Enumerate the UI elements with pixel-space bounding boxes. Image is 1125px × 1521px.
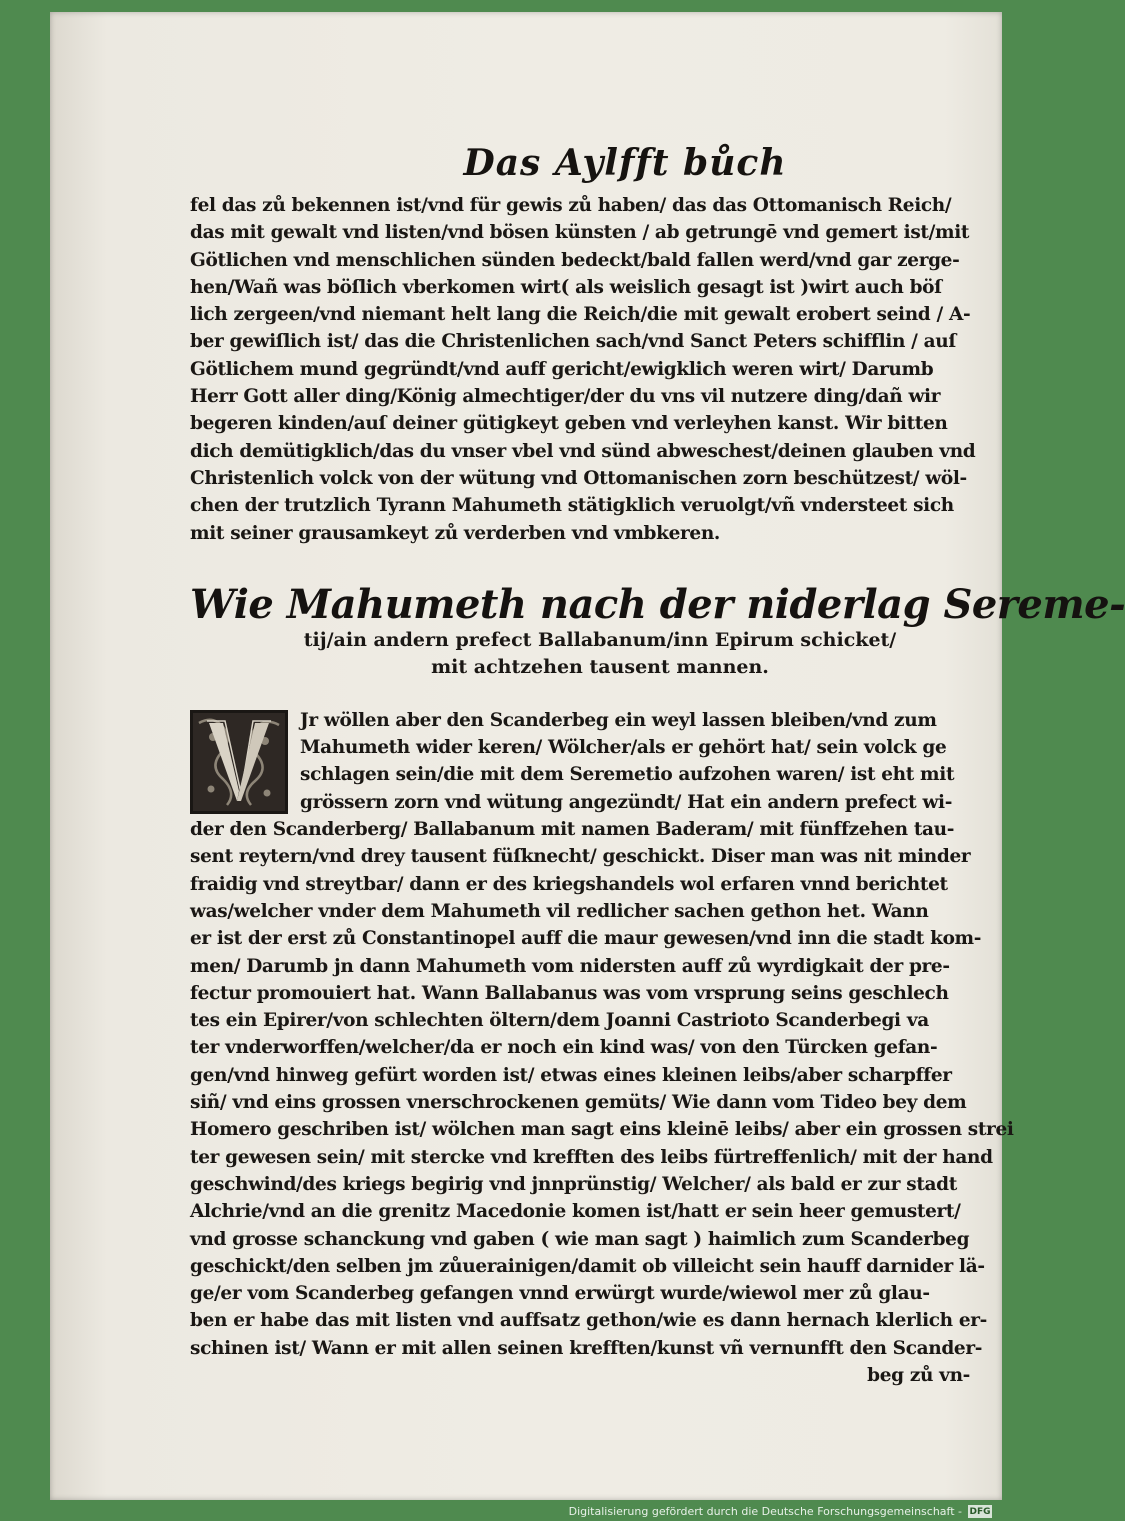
text-line: fectur promouiert hat. Wann Ballabanus was vom vrsprung seins geschlech: [190, 982, 949, 1004]
text-line: schlagen sein/die mit dem Seremetio aufzohen waren/ ist eht mit: [300, 764, 955, 786]
text-line: Mahumeth wider keren/ Wölcher/als er gehört hat/ sein volck ge: [300, 737, 947, 759]
text-line: das mit gewalt vnd listen/vnd bösen künsten / ab getrungē vnd gemert ist/mit: [190, 222, 970, 244]
paragraph-1: [190, 192, 976, 547]
text-line: Götlichen vnd menschlichen sünden bedeckt/bald fallen werd/vnd gar zerge-: [190, 249, 960, 271]
text-line: ter vnderworffen/welcher/da er noch ein kind was/ von den Türcken gefan-: [190, 1037, 938, 1059]
text-line: geschickt/den selben jm zůuerainigen/damit ob villeicht sein hauff darnider lä-: [190, 1255, 985, 1277]
text-line: Herr Gott aller ding/König almechtiger/der du vns vil nutzere ding/dañ wir: [190, 386, 941, 408]
text-line: Alchrie/vnd an die grenitz Macedonie komen ist/hatt er sein heer gemustert/: [190, 1201, 961, 1223]
text-line: gen/vnd hinweg gefürt worden ist/ etwas eines kleinen leibs/aber scharpffer: [190, 1064, 952, 1086]
page-text-area: [190, 142, 1125, 1389]
text-line: tes ein Epirer/von schlechten öltern/dem Joanni Castrioto Scanderbegi va: [190, 1010, 929, 1032]
dfg-logo-icon: DFG: [969, 1506, 991, 1517]
text-line: begeren kinden/auſ deiner gütigkeyt geben vnd verleyhen kanst. Wir bitten: [190, 413, 948, 435]
text-line: sent reytern/vnd drey tausent füſknecht/ geschickt. Diser man was nit minder: [190, 846, 971, 868]
text-line: siñ/ vnd eins grossen vnerschrockenen gemüts/ Wie dann vom Tideo bey dem: [190, 1092, 967, 1114]
text-line: er ist der erst zů Constantinopel auff die maur gewesen/vnd inn die stadt kom-: [190, 928, 982, 950]
text-line: ter gewesen sein/ mit stercke vnd krefften des leibs fürtreffenlich/ mit der hand: [190, 1146, 993, 1168]
text-line: vnd grosse schanckung vnd gaben ( wie man sagt ) haimlich zum Scanderbeg: [190, 1228, 970, 1250]
text-line: men/ Darumb jn dann Mahumeth vom nidersten auff zů wyrdigkait der pre-: [190, 955, 950, 977]
book-page: [50, 12, 1125, 1500]
decorated-initial-v: [190, 710, 288, 814]
footer-credit: Digitalisierung gefördert durch die Deutsche Forschungsgemeinschaft -: [568, 1505, 962, 1518]
text-line: chen der trutzlich Tyrann Mahumeth stätigklich veruolgt/vñ vndersteet sich: [190, 495, 954, 517]
paragraph-2: [190, 707, 1014, 1389]
text-line: mit seiner grausamkeyt zů verderben vnd vmbkeren.: [190, 522, 721, 544]
text-line: grössern zorn vnd wütung angezündt/ Hat ein andern prefect wi-: [300, 791, 953, 813]
catchword: beg zů vn-: [867, 1364, 970, 1386]
text-line: Homero geschriben ist/ wölchen man sagt eins kleinē leibs/ aber ein grossen strei: [190, 1119, 1014, 1141]
text-line: was/welcher vnder dem Mahumeth vil redlicher sachen gethon het. Wann: [190, 900, 929, 922]
text-line: fel das zů bekennen ist/vnd für gewis zů haben/ das das Ottomanisch Reich/: [190, 195, 952, 216]
chapter-subheading: mit achtzehen tausent mannen.: [431, 655, 769, 678]
text-line: dich demütigklich/das du vnser vbel vnd sünd abweschest/deinen glauben vnd: [190, 440, 976, 462]
text-line: lich zergeen/vnd niemant helt lang die Reich/die mit gewalt erobert seind / A-: [190, 304, 971, 326]
chapter-heading: Wie Mahumeth nach der niderlag Sereme-: [190, 580, 1125, 628]
text-line: Christenlich volck von der wütung vnd Ottomanischen zorn beschützest/ wöl-: [190, 467, 967, 489]
text-line: ben er habe das mit listen vnd auffsatz gethon/wie es dann hernach klerlich er-: [190, 1310, 987, 1332]
chapter-subheading: tij/ain andern prefect Ballabanum/inn Epirum schicket/: [303, 628, 897, 651]
text-line: schinen ist/ Wann er mit allen seinen krefften/kunst vñ vernunfft den Scander-: [190, 1337, 983, 1359]
text-line: ber gewiſlich ist/ das die Christenlichen sach/vnd Sanct Peters schifflin / auſ: [190, 331, 956, 353]
ornament-icon: [193, 713, 285, 811]
text-line: ge/er vom Scanderbeg gefangen vnnd erwürgt wurde/wiewol mer zů glau-: [190, 1283, 930, 1305]
text-line: der den Scanderberg/ Ballabanum mit namen Baderam/ mit fünffzehen tau-: [190, 819, 955, 841]
running-head: Das Aylfft bůch: [463, 142, 787, 184]
text-line: geschwind/des kriegs begirig vnd jnnprünstig/ Welcher/ als bald er zur stadt: [190, 1173, 957, 1195]
text-line: Götlichem mund gegründt/vnd auff gericht/ewigklich weren wirt/ Darumb: [190, 358, 934, 380]
digitization-footer: [569, 1505, 992, 1518]
text-line: hen/Wañ was böſlich vberkomen wirt( als weislich gesagt ist )wirt auch böſ: [190, 276, 942, 298]
text-line: Jr wöllen aber den Scanderbeg ein weyl lassen bleiben/vnd zum: [300, 709, 937, 731]
text-line: fraidig vnd streytbar/ dann er des kriegshandels wol erfaren vnnd berichtet: [190, 873, 948, 895]
